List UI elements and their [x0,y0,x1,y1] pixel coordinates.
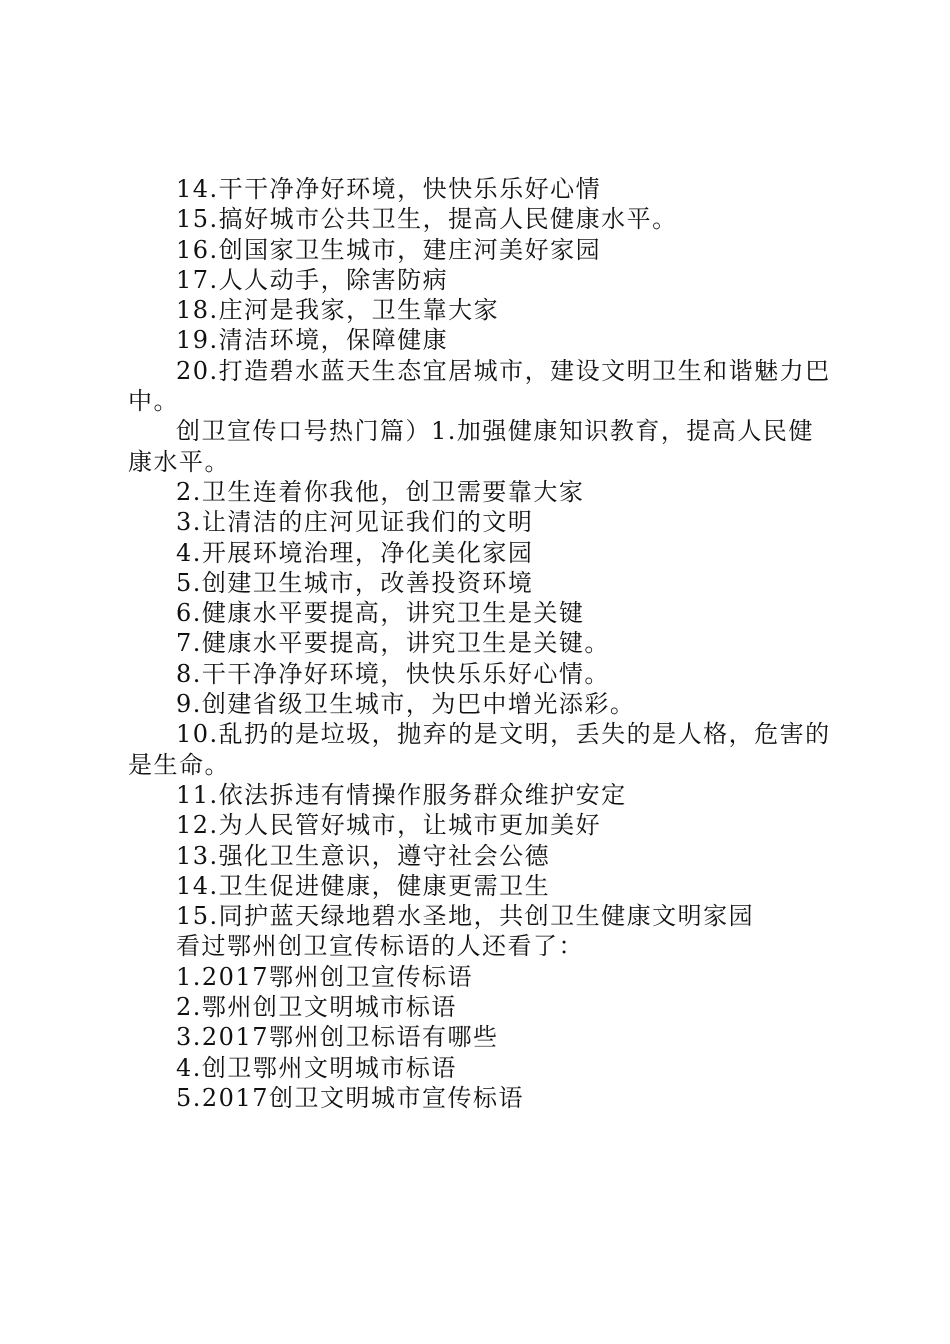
related-item: 1.2017鄂州创卫宣传标语 [176,962,473,991]
slogan-line: 4.开展环境治理，净化美化家园 [176,538,534,567]
slogan-line: 6.健康水平要提高，讲究卫生是关键 [176,599,585,628]
slogan-line: 16.创国家卫生城市，建庄河美好家园 [176,235,602,264]
slogan-line: 8.干干净净好环境，快快乐乐好心情。 [176,659,610,688]
slogan-line: 17.人人动手，除害防病 [176,265,449,294]
related-item: 4.创卫鄂州文明城市标语 [176,1053,457,1082]
slogan-line: 9.创建省级卫生城市，为巴中增光添彩。 [176,690,636,719]
document-body [128,174,832,1113]
slogan-line: 5.创建卫生城市，改善投资环境 [176,568,534,597]
slogan-line: 11.依法拆违有情操作服务群众维护安定 [176,780,627,809]
section-heading-line: 创卫宣传口号热门篇）1.加强健康知识教育，提高人民健康水平。 [128,417,814,476]
slogan-line: 20.打造碧水蓝天生态宜居城市，建设文明卫生和谐魅力巴中。 [128,356,831,416]
slogan-line: 12.为人民管好城市，让城市更加美好 [176,811,602,840]
slogan-line: 19.清洁环境，保障健康 [176,326,449,355]
slogan-line: 15.搞好城市公共卫生，提高人民健康水平。 [176,205,678,234]
slogan-line: 10.乱扔的是垃圾，抛弃的是文明，丢失的是人格，危害的是生命。 [128,720,831,779]
related-item: 5.2017创卫文明城市宣传标语 [176,1083,524,1112]
slogan-line: 14.卫生促进健康，健康更需卫生 [176,871,551,900]
slogan-line: 15.同护蓝天绿地碧水圣地，共创卫生健康文明家园 [176,902,755,931]
related-item: 3.2017鄂州创卫标语有哪些 [176,1023,499,1052]
slogan-line: 14.干干净净好环境，快快乐乐好心情 [176,175,602,203]
slogan-line: 7.健康水平要提高，讲究卫生是关键。 [176,629,610,658]
slogan-line: 18.庄河是我家，卫生靠大家 [176,296,500,325]
slogan-line: 3.让清洁的庄河见证我们的文明 [176,508,534,537]
related-item: 2.鄂州创卫文明城市标语 [176,993,457,1022]
slogan-line: 2.卫生连着你我他，创卫需要靠大家 [176,477,585,506]
slogan-line: 13.强化卫生意识，遵守社会公德 [176,841,551,870]
related-heading: 看过鄂州创卫宣传标语的人还看了： [176,932,584,961]
